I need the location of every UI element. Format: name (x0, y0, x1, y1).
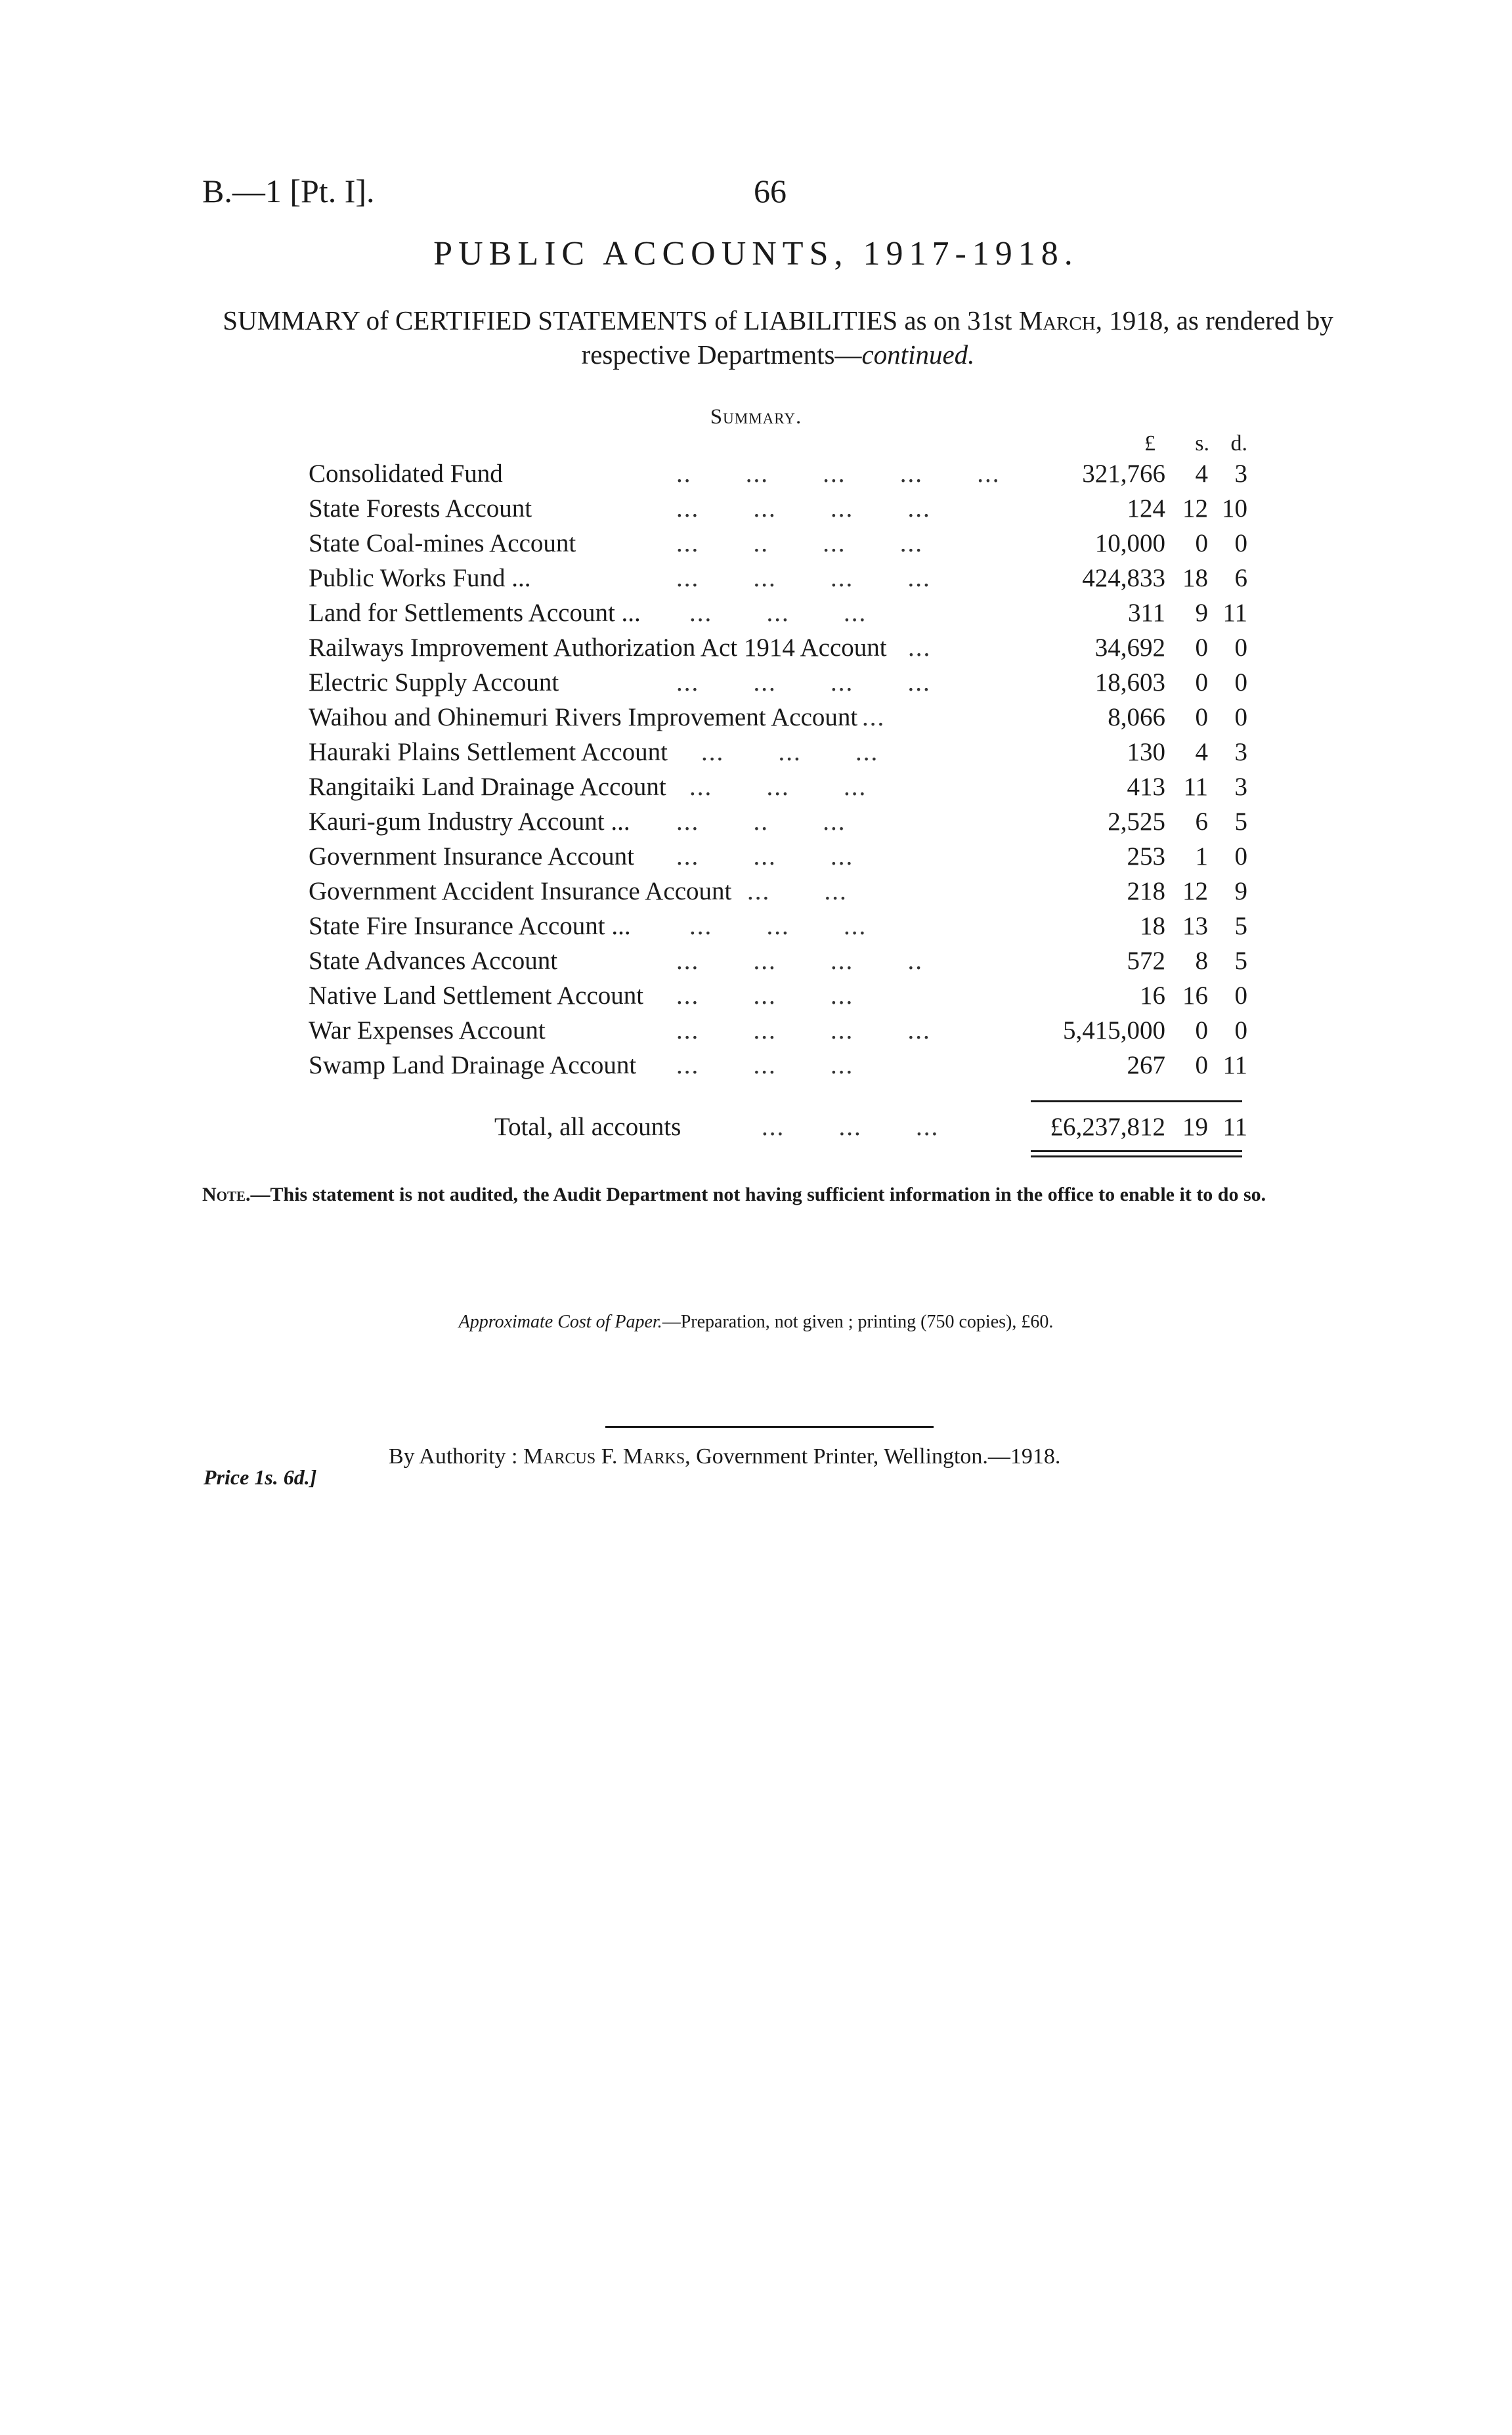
table-row (309, 769, 1247, 804)
row-pounds: 321,766 (1082, 460, 1165, 488)
row-label: Public Works Fund ... (309, 564, 531, 592)
row-pounds: 10,000 (1094, 529, 1165, 557)
row-pounds: 311 (1127, 599, 1165, 627)
table-row (309, 978, 1247, 1013)
leader-dots: ... ... ... ... (676, 494, 931, 523)
row-label: War Expenses Account (309, 1016, 546, 1045)
table-row (309, 874, 1247, 909)
row-pence: 10 (1222, 494, 1247, 523)
table-row (309, 595, 1247, 630)
leader-dots: ... ... ... ... (676, 668, 931, 697)
imprint-rest: , Government Printer, Wellington.—1918. (685, 1444, 1061, 1469)
row-pence: 11 (1222, 1051, 1247, 1079)
row-pounds: 267 (1127, 1051, 1165, 1079)
total-rule-top (1031, 1100, 1242, 1102)
row-pence: 3 (1234, 773, 1247, 801)
row-pounds: 572 (1127, 947, 1165, 975)
row-shillings: 0 (1195, 1051, 1208, 1079)
row-pence: 5 (1234, 947, 1247, 975)
row-shillings: 0 (1195, 668, 1208, 697)
leader-dots: ... ... ... (676, 981, 854, 1010)
total-shillings: 19 (1182, 1113, 1208, 1141)
row-pounds: 413 (1127, 773, 1165, 801)
row-label: Hauraki Plains Settlement Account (309, 738, 668, 766)
page-subtitle (204, 303, 1352, 372)
subtitle-rest: , 1918, as rendered by respective Departments— (581, 305, 1333, 370)
page-number: 66 (754, 173, 787, 209)
row-label: Native Land Settlement Account (309, 981, 644, 1010)
row-pence: 0 (1234, 842, 1247, 871)
row-shillings: 1 (1195, 842, 1208, 871)
row-pence: 6 (1234, 564, 1247, 592)
audit-note (202, 1184, 1361, 1206)
leader-dots: ... ... ... ... (676, 564, 931, 592)
leader-dots: ... ... ... (676, 842, 854, 871)
column-header-pounds: £ (1144, 431, 1156, 456)
row-pence: 5 (1234, 808, 1247, 836)
table-row (309, 735, 1247, 769)
row-shillings: 0 (1195, 703, 1208, 731)
table-row (309, 491, 1247, 526)
column-header-pence: d. (1230, 431, 1247, 456)
row-pounds: 18 (1140, 912, 1165, 940)
table-row (309, 839, 1247, 874)
row-pounds: 8,066 (1108, 703, 1165, 731)
leader-dots: ... ... ... (701, 738, 879, 766)
row-label: Electric Supply Account (309, 668, 559, 697)
summary-heading: Summary. (710, 405, 802, 429)
row-shillings: 6 (1195, 808, 1208, 836)
summary-table (309, 456, 1247, 1083)
leader-dots: ... ... ... .. (676, 947, 923, 975)
row-pounds: 18,603 (1094, 668, 1165, 697)
row-pounds: 16 (1140, 981, 1165, 1010)
table-row (309, 630, 1247, 665)
row-label: State Fire Insurance Account ... (309, 912, 631, 940)
row-shillings: 0 (1195, 529, 1208, 557)
row-label: Land for Settlements Account ... (309, 599, 641, 627)
total-label: Total, all accounts (494, 1113, 681, 1141)
row-label: Rangitaiki Land Drainage Account (309, 773, 666, 801)
row-pounds: 218 (1127, 877, 1165, 905)
leader-dots: ... ... ... ... (676, 1016, 931, 1045)
cost-text: —Preparation, not given ; printing (750 copies), £60. (662, 1312, 1054, 1332)
imprint-printer-name: Marcus F. Marks (523, 1444, 685, 1469)
row-label: State Coal-mines Account (309, 529, 576, 557)
row-pounds: 5,415,000 (1063, 1016, 1165, 1045)
total-leader-dots: ... ... ... (762, 1113, 940, 1141)
table-row (309, 561, 1247, 595)
price: Price 1s. 6d.] (204, 1465, 317, 1489)
row-shillings: 12 (1182, 494, 1208, 523)
subtitle-continued: continued. (861, 339, 975, 370)
row-shillings: 13 (1182, 912, 1208, 940)
table-row (309, 1048, 1247, 1083)
leader-dots: ... .. ... ... (676, 529, 923, 557)
note-text: —This statement is not audited, the Audit Department not having sufficient information in the office to enable it to do so. (250, 1184, 1266, 1205)
note-lead: Note. (202, 1184, 251, 1205)
row-pence: 0 (1234, 981, 1247, 1010)
row-label: Waihou and Ohinemuri Rivers Improvement Account (309, 703, 858, 731)
row-label: State Forests Account (309, 494, 532, 523)
row-pounds: 130 (1127, 738, 1165, 766)
row-shillings: 0 (1195, 1016, 1208, 1045)
row-pence: 0 (1234, 668, 1247, 697)
row-label: Government Accident Insurance Account (309, 877, 732, 905)
cost-label: Approximate Cost of Paper. (458, 1312, 662, 1332)
row-shillings: 11 (1183, 773, 1208, 801)
row-shillings: 16 (1182, 981, 1208, 1010)
total-row (309, 1110, 1247, 1144)
leader-dots: ... ... ... (676, 1051, 854, 1079)
row-pence: 0 (1234, 529, 1247, 557)
total-rule-bottom-1 (1031, 1150, 1242, 1152)
table-row (309, 909, 1247, 943)
leader-dots: ... ... ... (689, 773, 867, 801)
row-shillings: 4 (1195, 460, 1208, 488)
leader-dots: ... ... (747, 877, 848, 905)
row-label: Government Insurance Account (309, 842, 634, 871)
leader-dots: .. ... ... ... ... (676, 460, 1001, 488)
leader-dots: ... (908, 634, 932, 662)
imprint-by: By Authority : (389, 1444, 523, 1469)
table-row (309, 804, 1247, 839)
row-shillings: 12 (1182, 877, 1208, 905)
leader-dots: ... ... ... (689, 912, 867, 940)
row-pence: 0 (1234, 634, 1247, 662)
row-pence: 5 (1234, 912, 1247, 940)
row-pounds: 34,692 (1094, 634, 1165, 662)
row-shillings: 8 (1195, 947, 1208, 975)
document-reference: B.—1 [Pt. I]. (202, 173, 375, 209)
table-row (309, 700, 1247, 735)
row-pence: 9 (1234, 877, 1247, 905)
row-shillings: 9 (1195, 599, 1208, 627)
row-pence: 0 (1234, 703, 1247, 731)
subtitle-main: SUMMARY of CERTIFIED STATEMENTS of LIABILITIES as on 31st (223, 305, 1019, 335)
row-shillings: 0 (1195, 634, 1208, 662)
row-pence: 0 (1234, 1016, 1247, 1045)
table-row (309, 526, 1247, 561)
row-label: Kauri-gum Industry Account ... (309, 808, 630, 836)
imprint-rule (605, 1426, 934, 1428)
row-pounds: 2,525 (1108, 808, 1165, 836)
page-title: PUBLIC ACCOUNTS, 1917-1918. (433, 235, 1079, 272)
row-pence: 3 (1234, 460, 1247, 488)
total-rule-bottom-2 (1031, 1155, 1242, 1157)
row-pence: 11 (1222, 599, 1247, 627)
total-pounds: £6,237,812 (1050, 1113, 1165, 1141)
row-pounds: 424,833 (1082, 564, 1165, 592)
table-row (309, 1013, 1247, 1048)
row-pounds: 124 (1127, 494, 1165, 523)
column-header-shillings: s. (1195, 431, 1209, 456)
table-row (309, 456, 1247, 491)
paper-cost (0, 1312, 1512, 1333)
row-label: State Advances Account (309, 947, 558, 975)
row-label: Swamp Land Drainage Account (309, 1051, 637, 1079)
row-pence: 3 (1234, 738, 1247, 766)
subtitle-month: March (1018, 305, 1096, 335)
leader-dots: ... .. ... (676, 808, 846, 836)
total-pence: 11 (1222, 1113, 1247, 1141)
row-shillings: 18 (1182, 564, 1208, 592)
row-shillings: 4 (1195, 738, 1208, 766)
row-pounds: 253 (1127, 842, 1165, 871)
leader-dots: ... ... ... (689, 599, 867, 627)
table-row (309, 665, 1247, 700)
printer-imprint (389, 1444, 1060, 1469)
row-label: Consolidated Fund (309, 460, 503, 488)
leader-dots: ... (862, 703, 886, 731)
row-label: Railways Improvement Authorization Act 1914 Account (309, 634, 887, 662)
table-row (309, 943, 1247, 978)
